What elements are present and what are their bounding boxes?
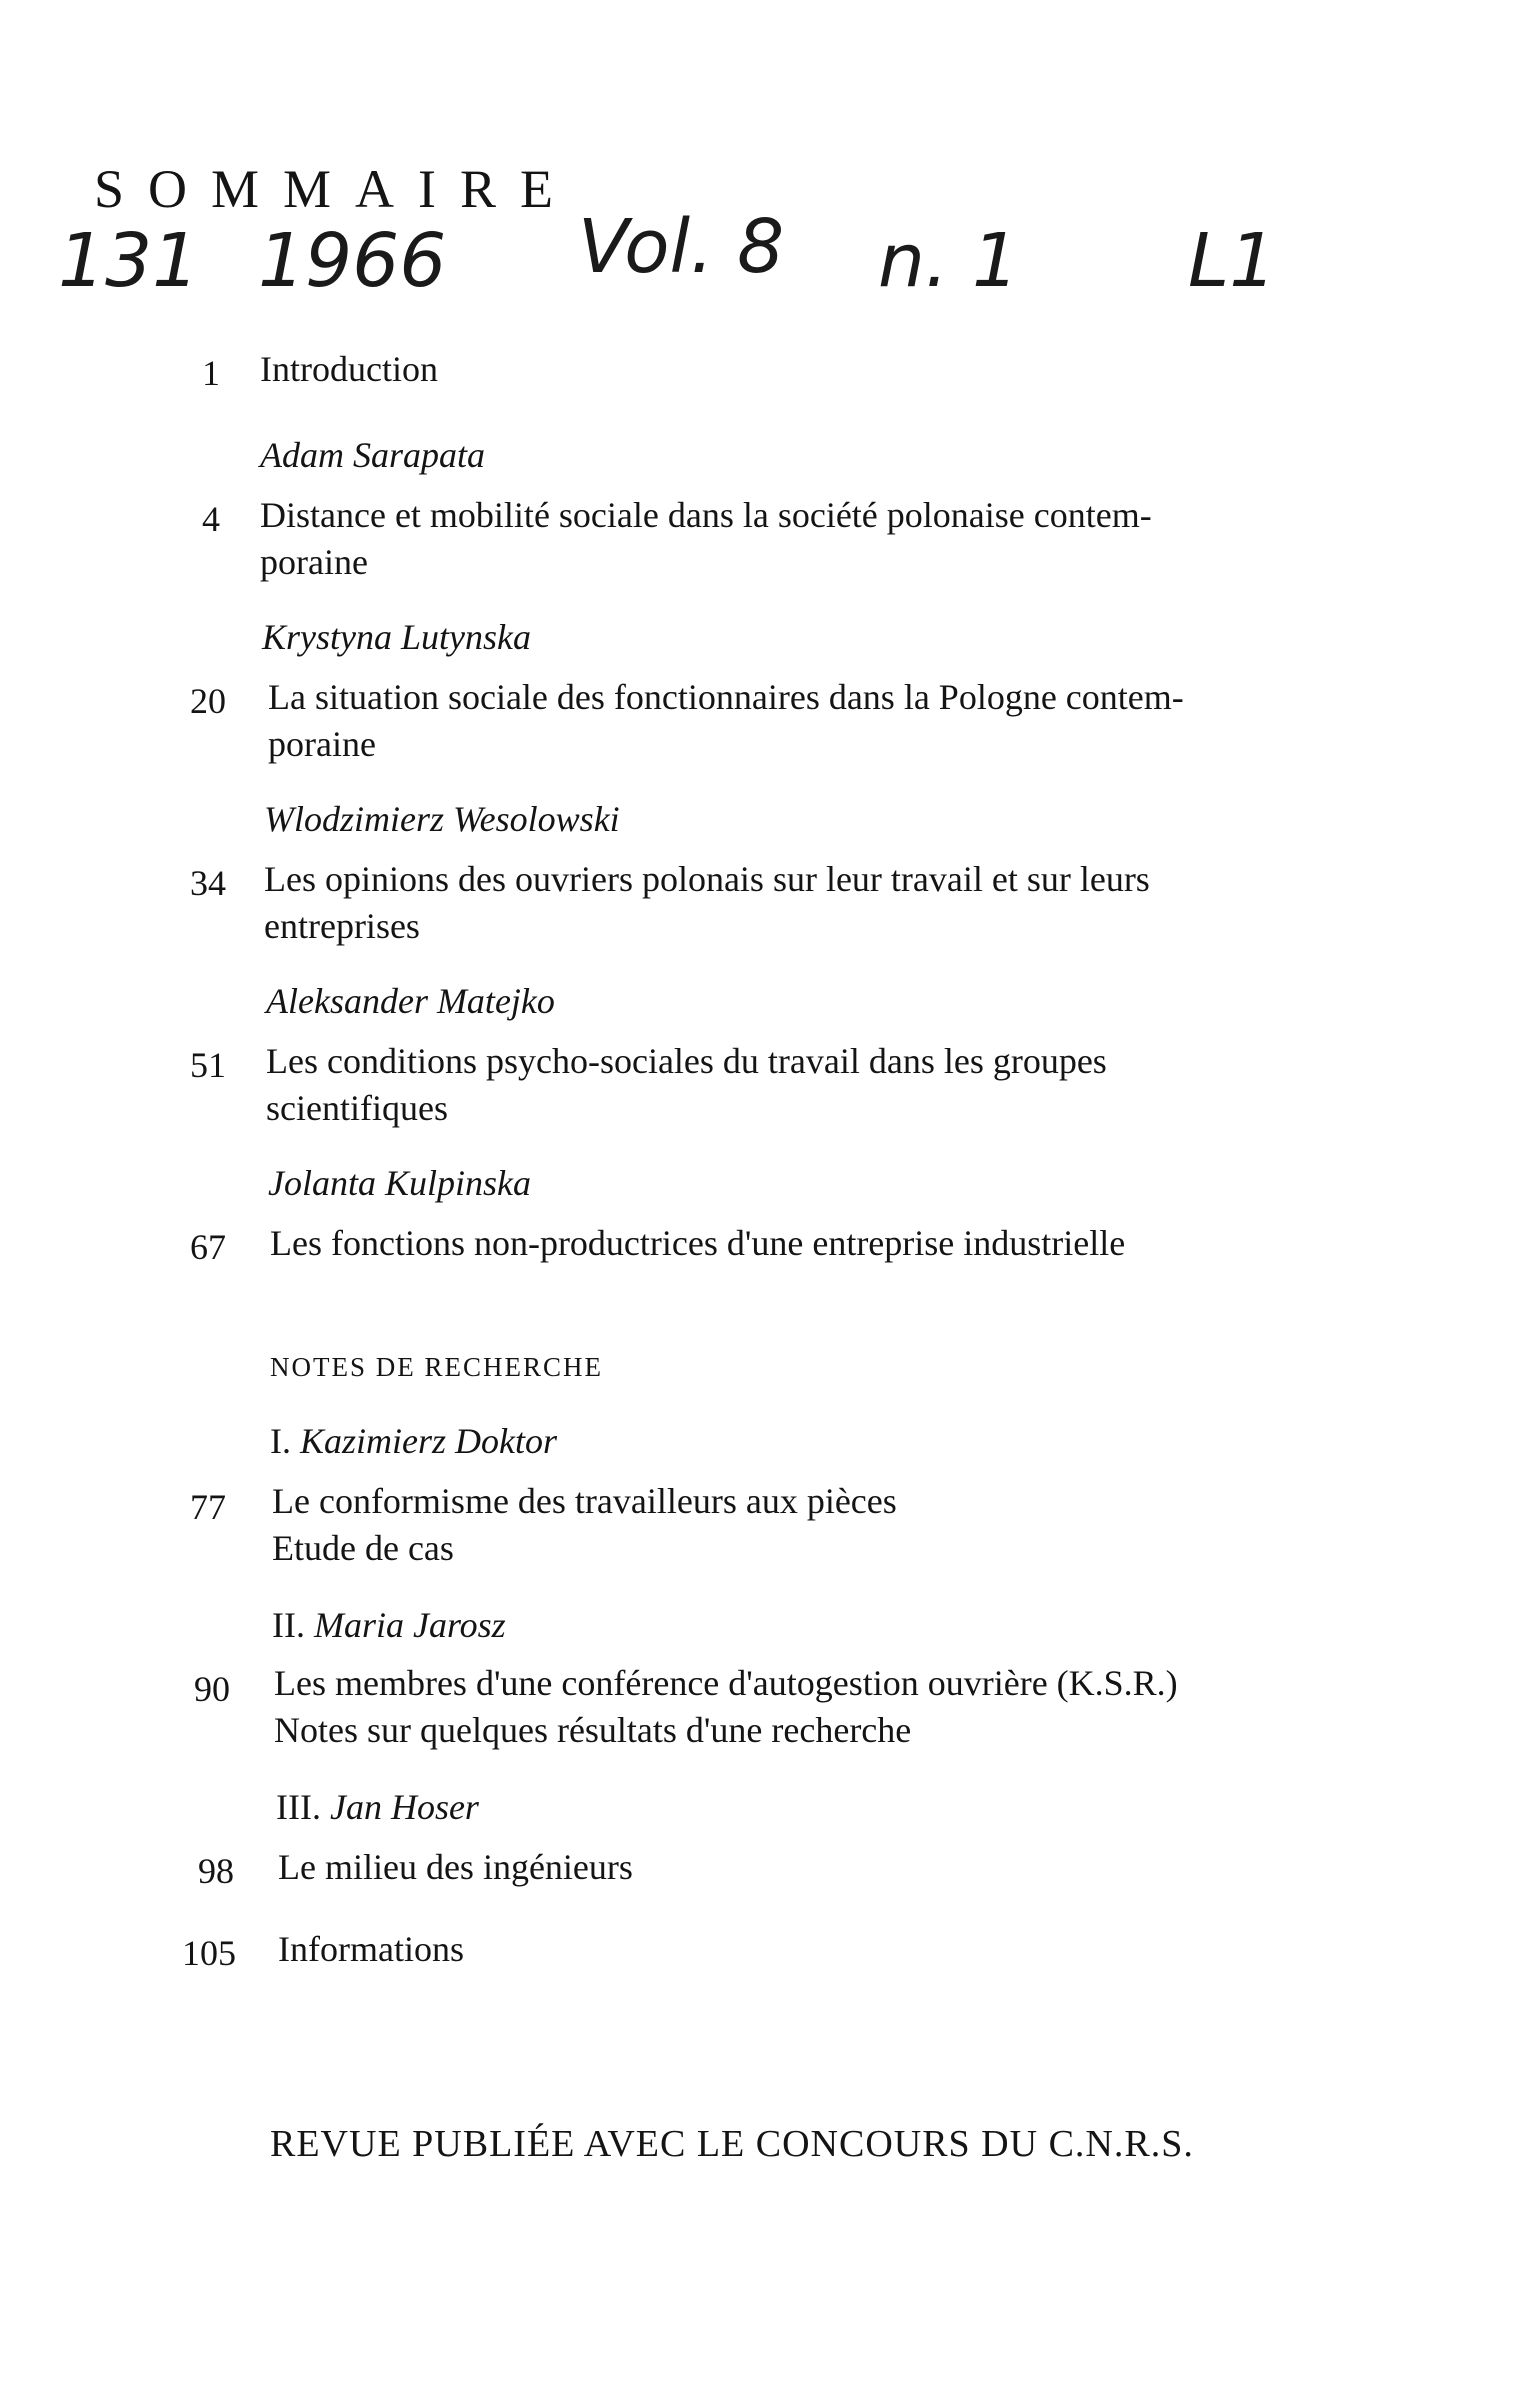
handwritten-part: L1 [1188,218,1277,304]
page-title: SOMMAIRE [94,159,578,219]
title-line: Le conformisme des travailleurs aux pièces [272,1481,897,1521]
title-line: poraine [268,724,376,764]
title-line: scientifiques [266,1088,448,1128]
toc-page-number: 105 [182,1933,236,1973]
title-line: Les membres d'une conférence d'autogestion ouvrière (K.S.R.) [274,1663,1178,1703]
author-name: Kazimierz Doktor [300,1421,558,1461]
toc-entry-title [260,346,438,393]
toc-entry-title [264,856,1440,950]
title-line: Les fonctions non-productrices d'une entreprise industrielle [270,1223,1126,1263]
toc-entry-title [260,492,1440,586]
title-line: Notes sur quelques résultats d'une recherche [274,1710,912,1750]
title-line: entreprises [264,906,420,946]
handwritten-part: n. 1 [878,218,1020,304]
publication-notice: REVUE PUBLIÉE AVEC LE CONCOURS DU C.N.R.S. [270,2123,1194,2165]
roman-numeral: III. [276,1787,321,1827]
handwritten-part: Vol. 8 [578,204,785,290]
title-line: Les opinions des ouvriers polonais sur leur travail et sur leurs [264,859,1150,899]
toc-entry-author: Adam Sarapata [260,435,485,475]
roman-numeral: II. [272,1605,305,1645]
toc-entry-title [270,1220,1125,1267]
toc-page-number: 51 [190,1045,226,1085]
title-line: Introduction [260,349,438,389]
title-line: Etude de cas [272,1528,454,1568]
toc-entry-author: Jolanta Kulpinska [268,1163,531,1203]
handwritten-part: 131 [58,218,200,304]
title-line: Les conditions psycho-sociales du travail dans les groupes [266,1041,1107,1081]
toc-page-number: 77 [190,1487,226,1527]
toc-entry-author: Krystyna Lutynska [262,617,531,657]
section-heading: NOTES DE RECHERCHE [270,1352,603,1382]
research-note-title [278,1844,633,1891]
title-line: Le milieu des ingénieurs [278,1847,633,1887]
research-note-title [272,1478,897,1572]
title-line: La situation sociale des fonctionnaires dans la Pologne contem- [268,677,1184,717]
toc-entry-title [266,1038,1446,1132]
title-line: Distance et mobilité sociale dans la société polonaise contem- [260,495,1152,535]
author-name: Maria Jarosz [313,1605,506,1645]
roman-numeral: I. [270,1421,291,1461]
toc-entry-author: Aleksander Matejko [266,981,555,1021]
research-note-author [276,1786,479,1828]
toc-page-number: 90 [194,1669,230,1709]
toc-entry-title: Informations [278,1929,464,1969]
research-note-title [274,1660,1178,1754]
handwritten-annotation [58,204,1358,328]
toc-entry-title [268,674,1440,768]
toc-entry-author: Wlodzimierz Wesolowski [264,799,620,839]
author-name: Jan Hoser [329,1787,479,1827]
toc-page-number: 98 [198,1851,234,1891]
research-note-author [270,1420,557,1462]
toc-page-number: 20 [190,681,226,721]
toc-page-number: 67 [190,1227,226,1267]
handwritten-part: 1966 [258,218,447,304]
title-line: poraine [260,542,368,582]
toc-page-number: 4 [202,499,220,539]
research-note-author [272,1604,506,1646]
toc-page-number: 34 [190,863,226,903]
toc-page-number: 1 [202,353,220,393]
